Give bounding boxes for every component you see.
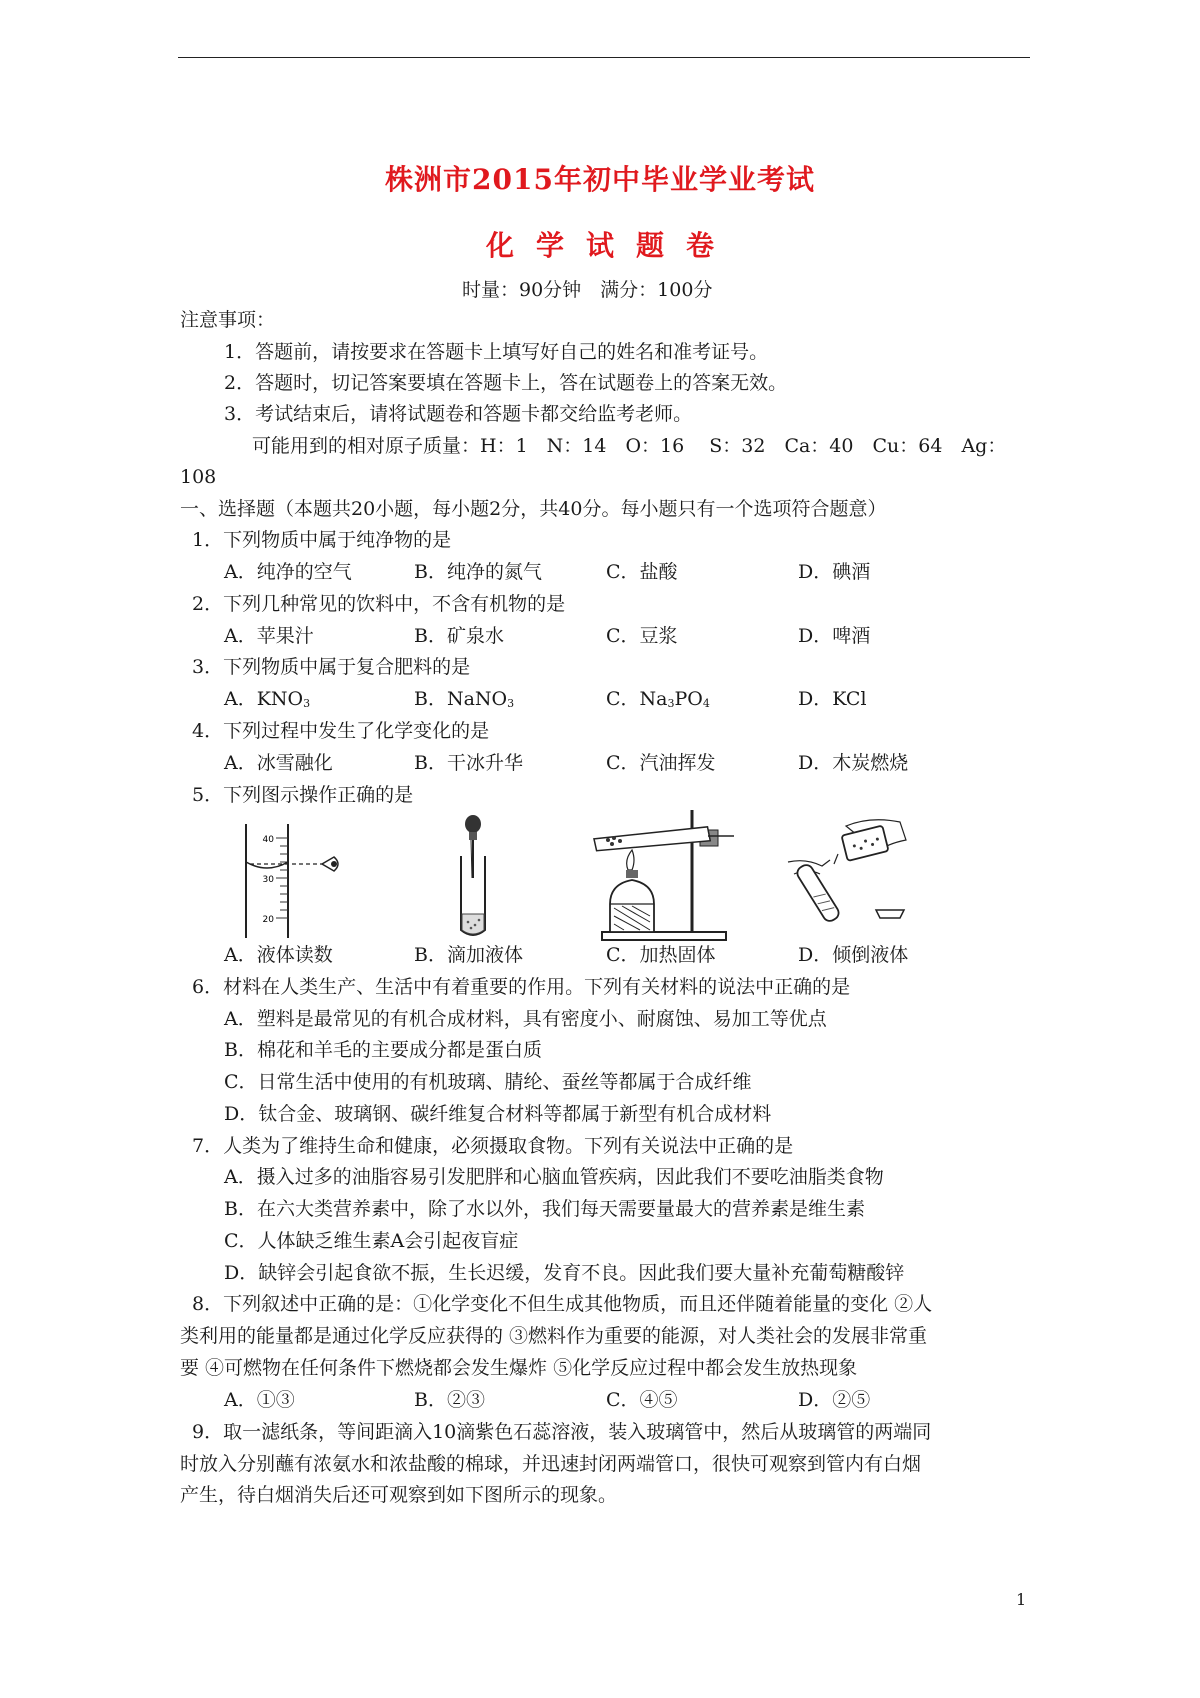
option-d: D．木炭燃烧 (798, 752, 909, 774)
exam-title: 株洲市2015年初中毕业学业考试 (385, 163, 815, 196)
heating-solid-figure (588, 808, 738, 943)
question-stem-cont: 产生，待白烟消失后还可观察到如下图所示的现象。 (180, 1484, 618, 1506)
question-stem-cont: 要 ④可燃物在任何条件下燃烧都会发生爆炸 ⑤化学反应过程中都会发生放热现象 (180, 1357, 858, 1379)
formula-subscript: 3 (303, 697, 311, 710)
option-a: A．冰雪融化 (224, 752, 333, 774)
note-item: 3．考试结束后，请将试题卷和答题卡都交给监考老师。 (224, 403, 693, 425)
option-a: A．纯净的空气 (224, 561, 352, 583)
option-a: A．塑料是最常见的有机合成材料，具有密度小、耐腐蚀、易加工等优点 (224, 1008, 827, 1030)
formula-text: PO (674, 688, 703, 710)
subtitle-char: 化 (485, 229, 514, 262)
formula-subscript: 3 (667, 697, 675, 710)
option-d: D．KCl (798, 688, 867, 710)
option-b: B．滴加液体 (414, 944, 523, 966)
option-b: B．纯净的氮气 (414, 561, 542, 583)
question-stem: 7．人类为了维持生命和健康，必须摄取食物。下列有关说法中正确的是 (192, 1135, 794, 1157)
option-a (224, 686, 310, 717)
dropper-figure (445, 812, 505, 942)
formula-text: C．Na (606, 688, 668, 710)
subtitle-char: 题 (636, 229, 665, 262)
option-b (414, 686, 514, 717)
note-item: 2．答题时，切记答案要填在答题卡上，答在试题卷上的答案无效。 (224, 372, 788, 394)
formula-subscript: 4 (702, 697, 710, 710)
time-info: 时量：90分钟 满分：100分 (462, 279, 713, 301)
option-a: A．①③ (224, 1389, 295, 1411)
question-stem: 3．下列物质中属于复合肥料的是 (192, 656, 471, 678)
header-rule (178, 57, 1030, 58)
option-b: B．在六大类营养素中，除了水以外，我们每天需要量最大的营养素是维生素 (224, 1198, 865, 1220)
question-stem-cont: 时放入分别蘸有浓氨水和浓盐酸的棉球，并迅速封闭两端管口，很快可观察到管内有白烟 (180, 1453, 922, 1475)
option-c: C．人体缺乏维生素A会引起夜盲症 (224, 1230, 519, 1252)
question-stem: 9．取一滤纸条，等间距滴入10滴紫色石蕊溶液，装入玻璃管中，然后从玻璃管的两端同 (192, 1421, 932, 1443)
atomic-mass-cont: 108 (180, 466, 217, 488)
question-stem-cont: 类利用的能量都是通过化学反应获得的 ③燃料作为重要的能源，对人类社会的发展非常重 (180, 1325, 928, 1347)
option-c: C．汽油挥发 (606, 752, 716, 774)
option-d: D．缺锌会引起食欲不振，生长迟缓，发育不良。因此我们要大量补充葡萄糖酸锌 (224, 1262, 905, 1284)
question-stem: 2．下列几种常见的饮料中，不含有机物的是 (192, 593, 566, 615)
option-d: D．碘酒 (798, 561, 871, 583)
dropper-bulb-icon (465, 815, 481, 833)
subtitle-char: 卷 (686, 229, 715, 262)
option-d: D．钛合金、玻璃钢、碳纤维复合材料等都属于新型有机合成材料 (224, 1103, 772, 1125)
pouring-liquid-figure (786, 816, 916, 936)
formula-subscript: 3 (507, 697, 515, 710)
option-a: A．摄入过多的油脂容易引发肥胖和心脑血管疾病，因此我们不要吃油脂类食物 (224, 1166, 884, 1188)
option-c (606, 686, 710, 717)
question-stem: 6．材料在人类生产、生活中有着重要的作用。下列有关材料的说法中正确的是 (192, 976, 851, 998)
section-heading: 一、选择题（本题共20小题，每小题2分，共40分。每小题只有一个选项符合题意） (180, 498, 887, 520)
option-d: D．②⑤ (798, 1389, 871, 1411)
flame-icon (627, 850, 634, 870)
stopper-icon (876, 910, 904, 918)
option-c: C．④⑤ (606, 1389, 678, 1411)
tick-label: 30 (262, 875, 274, 885)
option-c: C．加热固体 (606, 944, 716, 966)
option-a: A．苹果汁 (224, 625, 314, 647)
option-d: D．倾倒液体 (798, 944, 909, 966)
option-c: C．盐酸 (606, 561, 678, 583)
question-stem: 5．下列图示操作正确的是 (192, 784, 414, 806)
exam-subtitle (0, 224, 1200, 264)
option-b: B．②③ (414, 1389, 485, 1411)
graduated-cylinder-figure (236, 822, 356, 940)
option-d: D．啤酒 (798, 625, 871, 647)
tick-label: 40 (262, 835, 274, 845)
question-stem: 8．下列叙述中正确的是：①化学变化不但生成其他物质，而且还伴随着能量的变化 ②人 (192, 1293, 933, 1315)
question-stem: 4．下列过程中发生了化学变化的是 (192, 720, 490, 742)
option-c: C．豆浆 (606, 625, 678, 647)
note-item: 1．答题前，请按要求在答题卡上填写好自己的姓名和准考证号。 (224, 341, 769, 363)
subtitle-char: 试 (585, 229, 614, 262)
subtitle-char: 学 (535, 229, 564, 262)
question-stem: 1．下列物质中属于纯净物的是 (192, 529, 452, 551)
option-b: B．干冰升华 (414, 752, 523, 774)
tick-label: 20 (262, 915, 274, 925)
atomic-mass-line: 可能用到的相对原子质量：H：1 N：14 O：16 S：32 Ca：40 Cu：64 Ag： (252, 435, 1007, 457)
formula-text: A．KNO (224, 688, 304, 710)
option-a: A．液体读数 (224, 944, 333, 966)
option-b: B．矿泉水 (414, 625, 504, 647)
page-number: 1 (1016, 1590, 1027, 1609)
formula-text: B．NaNO (414, 688, 508, 710)
option-c: C．日常生活中使用的有机玻璃、腈纶、蚕丝等都属于合成纤维 (224, 1071, 752, 1093)
notes-heading: 注意事项： (180, 309, 276, 331)
option-b: B．棉花和羊毛的主要成分都是蛋白质 (224, 1039, 542, 1061)
